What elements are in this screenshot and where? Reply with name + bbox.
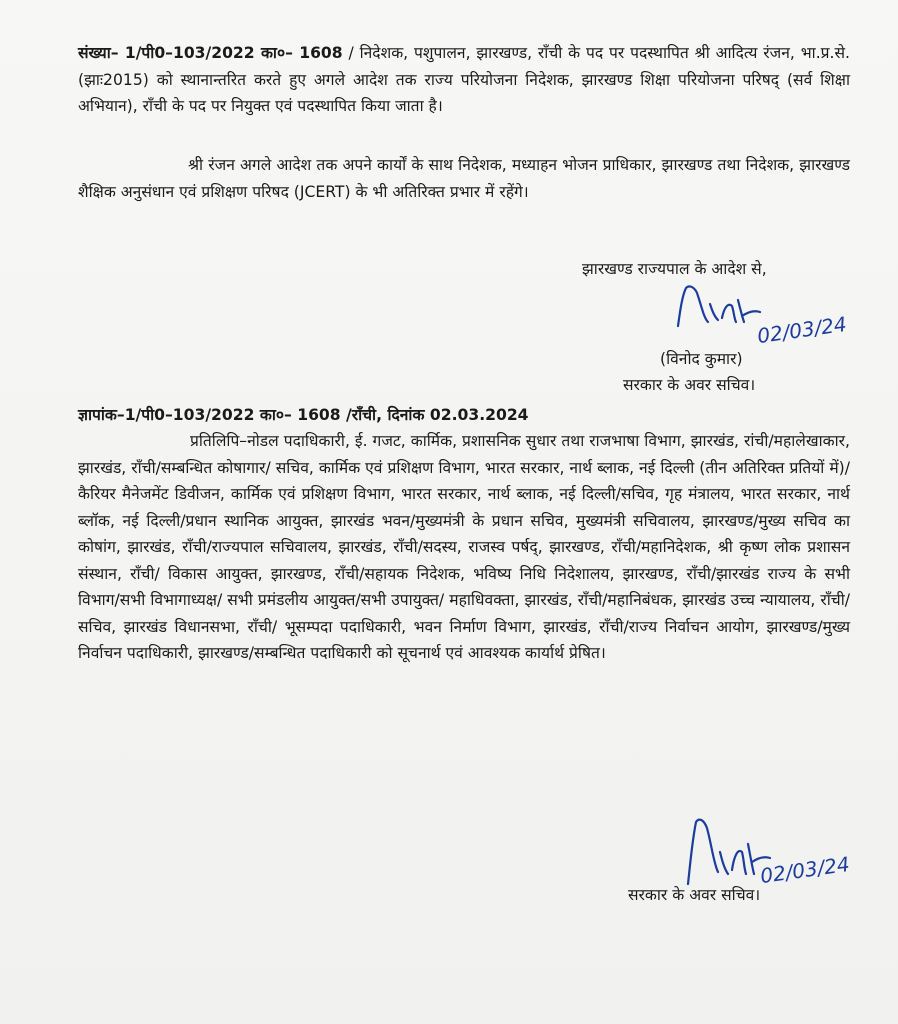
signatory-title: सरकार के अवर सचिव।	[628, 886, 761, 904]
additional-charge-paragraph: श्री रंजन अगले आदेश तक अपने कार्यों के साथ निदेशक, मध्याहन भोजन प्राधिकार, झारखण्ड तथा निदेशक, झारखण्ड शैक्षिक अनुसंधान एवं प्रशिक्षण परिषद (JCERT) के भी अतिरिक्त प्रभार में रहेंगे।	[78, 156, 850, 201]
copy-distribution-paragraph: प्रतिलिपि–नोडल पदाधिकारी, ई. गजट, कार्मिक, प्रशासनिक सुधार तथा राजभाषा विभाग, झारखंड, रांची/महालेखाकार, झारखंड, राँची/सम्बन्धित कोषागार/ सचिव, कार्मिक एवं प्रशिक्षण विभाग, भारत सरकार, नार्थ ब्लाक, नई दिल्ली (तीन अतिरिक्त प्रतियों में)/ कैरियर मैनेजमेंट डिवीजन, कार्मिक एवं प्रशिक्षण विभाग, भारत सरकार, नार्थ ब्लाक, नई दिल्ली/सचिव, गृह मंत्रालय, भारत सरकार, नार्थ ब्लॉक, नई दिल्ली/प्रधान स्थानिक आयुक्त, झारखंड भवन/मुख्यमंत्री के प्रधान सचिव, मुख्यमंत्री सचिवालय, झारखण्ड/मुख्य सचिव का कोषांग, झारखंड, राँची/राज्यपाल सचिवालय, झारखंड, राँची/सदस्य, राजस्व पर्षद्, झारखण्ड, राँची/महानिदेशक, श्री कृष्ण लोक प्रशासन संस्थान, राँची/ विकास आयुक्त, झारखण्ड, राँची/सहायक निदेशक, भविष्य निधि निदेशालय, झारखण्ड, राँची/झारखंड राज्य के सभी विभाग/सभी विभागाध्यक्ष/ सभी प्रमंडलीय आयुक्त/सभी उपायुक्त/ महाधिवक्ता, झारखंड, राँची/महानिबंधक, झारखंड उच्च न्यायालय, राँची/ सचिव, झारखंड विधानसभा, राँची/ भूसम्पदा पदाधिकारी, भवन निर्माण विभाग, झारखंड, राँची/राज्य निर्वाचन आयोग, झारखण्ड/मुख्य निर्वाचन पदाधिकारी, झारखण्ड/सम्बन्धित पदाधिकारी को सूचनार्थ एवं आवश्यक कार्यार्थ प्रेषित।	[78, 432, 850, 662]
by-order-line: झारखण्ड राज्यपाल के आदेश से,	[582, 260, 767, 278]
signatory-title: सरकार के अवर सचिव।	[623, 376, 756, 394]
order-paragraph	[78, 40, 850, 120]
order-number: संख्या– 1/पी0–103/2022 का०– 1608	[78, 44, 343, 62]
memo-number: ज्ञापांक–1/पी0–103/2022 का०– 1608 /राँची, दिनांक 02.03.2024	[78, 406, 529, 424]
signature-date: 02/03/24	[758, 851, 852, 889]
order-text: / निदेशक, पशुपालन, झारखण्ड, राँची के पद पर पदस्थापित श्री आदित्य रंजन, भा.प्र.से. (झाः2015) को स्थानान्तरित करते हुए अगले आदेश तक राज्य परियोजना निदेशक, झारखण्ड शिक्षा परियोजना परिषद् (सर्व शिक्षा अभियान), राँची के पद पर नियुक्त एवं पदस्थापित किया जाता है।	[78, 44, 851, 115]
signatory-name: (विनोद कुमार)	[660, 350, 743, 368]
signature-date: 02/03/24	[755, 311, 849, 349]
